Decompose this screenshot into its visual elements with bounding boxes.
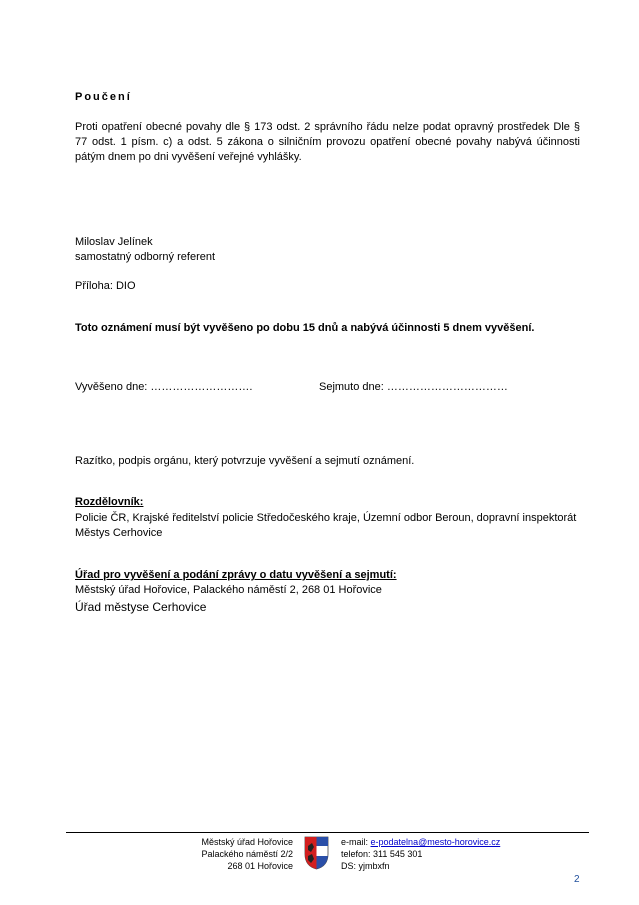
- footer-contact: [341, 836, 500, 872]
- signatory-name: Miloslav Jelínek: [75, 236, 153, 248]
- removed-date-field: Sejmuto dne: ……………………………: [319, 381, 508, 393]
- posted-date-field: Vyvěšeno dne: ……………………….: [75, 381, 253, 393]
- notice-body: Proti opatření obecné povahy dle § 173 odst. 2 správního řádu nelze podat opravný prostředek Dle § 77 odst. 1 písm. c) a odst. 5 zákona o silničním provozu opatření obecné povahy nabývá účinnosti pátým dnem po dni vyvěšení veřejné vyhlášky.: [75, 121, 580, 163]
- signatory-role: samostatný odborný referent: [75, 251, 216, 263]
- footer-phone: telefon: 311 545 301: [341, 849, 423, 859]
- municipal-coat-of-arms-icon: [304, 836, 329, 870]
- page-number: 2: [574, 874, 580, 885]
- notice-heading: Poučení: [75, 91, 132, 103]
- footer-data-box: DS: yjmbxfn: [341, 861, 390, 871]
- footer-street: Palackého náměstí 2/2: [201, 849, 293, 859]
- footer-email-label: e-mail:: [341, 837, 369, 847]
- office-heading: Úřad pro vyvěšení a podání zprávy o datu vyvěšení a sejmutí:: [75, 569, 397, 581]
- distribution-line-1: Policie ČR, Krajské ředitelství policie Středočeského kraje, Územní odbor Beroun, dopravní inspektorát: [75, 512, 577, 524]
- office-line-1: Městský úřad Hořovice, Palackého náměstí 2, 268 01 Hořovice: [75, 584, 382, 596]
- attachment-note: Příloha: DIO: [75, 280, 136, 292]
- distribution-line-2: Městys Cerhovice: [75, 527, 163, 539]
- posting-notice: Toto oznámení musí být vyvěšeno po dobu 15 dnů a nabývá účinnosti 5 dnem vyvěšení.: [75, 322, 535, 334]
- footer-divider: [66, 832, 589, 833]
- office-line-2: Úřad městyse Cerhovice: [75, 600, 207, 614]
- footer-email-row: [341, 836, 500, 848]
- distribution-heading: Rozdělovník:: [75, 496, 144, 508]
- footer-email-link[interactable]: e-podatelna@mesto-horovice.cz: [370, 837, 501, 847]
- footer-org-name: Městský úřad Hořovice: [201, 837, 293, 847]
- footer-city: 268 01 Hořovice: [227, 861, 293, 871]
- footer-address: [201, 836, 293, 872]
- stamp-instruction: Razítko, podpis orgánu, který potvrzuje vyvěšení a sejmutí oznámení.: [75, 455, 415, 467]
